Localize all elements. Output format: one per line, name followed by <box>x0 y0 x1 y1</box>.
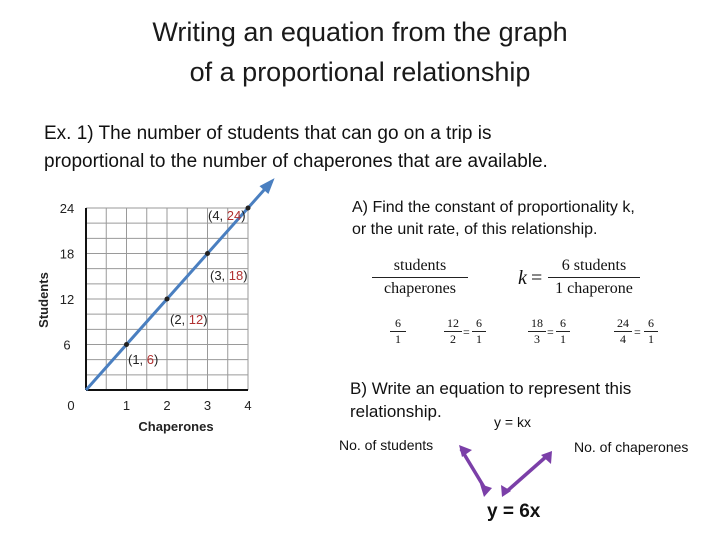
part-a-line-1: A) Find the constant of proportionality k, <box>352 199 635 216</box>
equals-4: = <box>634 325 641 339</box>
part-b-line-1: B) Write an equation to represent this <box>350 379 632 398</box>
fraction-2b: 6 1 <box>472 317 486 346</box>
k-fraction <box>548 256 640 299</box>
page-title-line-1: Writing an equation from the graph <box>152 17 568 47</box>
fraction-3a: 18 3 <box>528 317 546 346</box>
chart-tick-labels <box>60 201 252 413</box>
example-text-line-2: proportional to the number of chaperones that are available. <box>44 151 548 172</box>
arrow-head-left <box>480 484 492 497</box>
y-axis-label: Students <box>36 272 51 328</box>
x-tick-label: 1 <box>122 398 131 413</box>
chaperones-label: No. of chaperones <box>574 439 689 455</box>
x-tick-label: 4 <box>244 398 252 413</box>
data-point <box>205 251 210 256</box>
x-tick-label: 3 <box>203 398 212 413</box>
point-label-2: (2, 12) <box>170 312 208 327</box>
example-text-line-1: Ex. 1) The number of students that can go on a trip is <box>44 123 492 144</box>
x-tick-label: 0 <box>67 398 75 413</box>
ratio-denominator: chaperones <box>384 280 456 297</box>
fraction-4b: 6 1 <box>644 317 658 346</box>
part-b-line-2: relationship. <box>350 402 442 421</box>
equals-3: = <box>547 325 554 339</box>
y-tick-label: 12 <box>59 292 75 307</box>
y-tick-label: 24 <box>59 201 75 216</box>
fraction-2a: 12 2 <box>444 317 462 346</box>
general-equation: y = kx <box>494 414 531 430</box>
point-label-1: (1, 6) <box>128 352 159 367</box>
arrow-right-up <box>506 455 548 492</box>
k-denominator: 1 chaperone <box>555 280 633 297</box>
equals-2: = <box>463 325 470 339</box>
fraction-1a: 6 1 <box>390 317 406 346</box>
data-point <box>165 297 170 302</box>
page-title-line-2: of a proportional relationship <box>189 57 531 87</box>
point-label-4: (4, 24) <box>208 208 246 223</box>
part-a-line-2: or the unit rate, of this relationship. <box>352 221 598 238</box>
k-numerator: 6 students <box>561 257 627 274</box>
k-equals: = <box>531 267 543 289</box>
ratio-numerator: students <box>393 257 447 274</box>
fraction-4a: 24 4 <box>614 317 632 346</box>
point-label-3: (3, 18) <box>210 268 248 283</box>
y-tick-label: 6 <box>63 337 71 353</box>
answer-equation: y = 6x <box>487 501 541 522</box>
ratio-fraction <box>372 256 468 299</box>
data-point <box>246 206 251 211</box>
data-point <box>124 342 129 347</box>
y-tick-label: 18 <box>59 246 75 262</box>
equation-arrows <box>459 445 552 497</box>
students-label: No. of students <box>339 437 434 453</box>
x-tick-label: 2 <box>163 398 171 413</box>
k-variable: k <box>518 267 527 289</box>
fraction-3b: 6 1 <box>556 317 570 346</box>
x-axis-label: Chaperones <box>138 419 214 434</box>
